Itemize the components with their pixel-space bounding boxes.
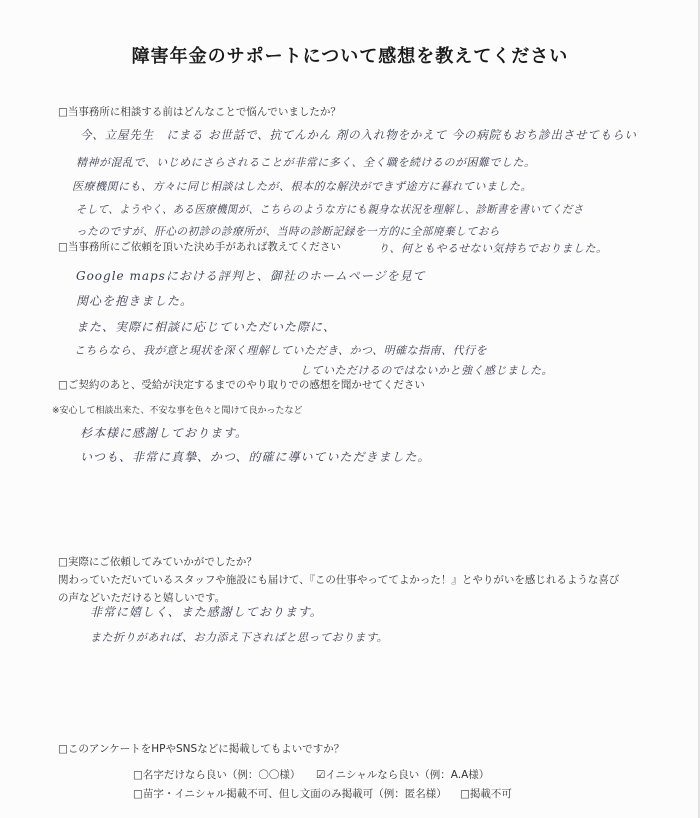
answer-3-line-2: いつも、非常に真摯、かつ、的確に導いていただきました。	[80, 450, 431, 464]
page-title: 障害年金のサポートについて感想を教えてください	[131, 46, 569, 67]
answer-2-line-4: また、実際に相談に応じていただいた際に、	[76, 320, 337, 334]
answer-2-line-6: していただけるのではないかと強く感じました。	[300, 364, 553, 377]
option-no-publication[interactable]: □掲載不可	[460, 788, 512, 800]
question-4: □実際にご依頼してみていかがでしたか？	[58, 556, 257, 568]
answer-1-line-5: ったのですが、肝心の初診の診療所が、当時の診断記録を一方的に全部廃棄しておら	[76, 225, 500, 238]
answer-1-line-2: 精神が混乱で、いじめにさらされることが非常に多く、全く職を続けるのが困難でした。	[76, 156, 536, 169]
answer-1-line-3: 医療機関にも、方々に同じ相談はしたが、根本的な解決ができず途方に暮れていました。	[72, 180, 532, 193]
option-surname-only[interactable]: □名字だけなら良い（例：〇〇様）	[133, 769, 301, 781]
question-5: □このアンケートをHPやSNSなどに掲載してもよいですか？	[58, 743, 345, 755]
answer-4-line-2: また折りがあれば、お力添え下さればと思っております。	[90, 631, 389, 644]
answer-2-line-2: Google mapsにおける評判と、御社のホームページを見て	[76, 269, 426, 283]
option-initials-only-checked[interactable]: ☑イニシャルなら良い（例：A.A様）	[316, 769, 490, 781]
question-3: □ご契約のあと、受給が決定するまでのやり取りでの感想を聞かせてください	[58, 379, 425, 391]
question-4-line-2: 関わっていただいているスタッフや施設にも届けて、『この仕事やっててよかった！』とやりがいを感じれるような喜び	[58, 574, 620, 586]
question-2: □当事務所にご依頼を頂いた決め手があれば教えてください	[58, 241, 341, 253]
answer-4-line-1: 非常に嬉しく、また感謝しております。	[90, 605, 323, 619]
answer-2-line-1: り、何ともやるせない気持ちでおりました。	[378, 242, 608, 255]
answer-2-line-5: こちらなら、我が意と現状を深く理解していただき、かつ、明確な指南、代行を	[74, 344, 488, 357]
question-4-line-3: の声などいただけると嬉しいです。	[58, 592, 226, 604]
question-1: □当事務所に相談する前はどんなことで悩んでいましたか？	[58, 106, 341, 118]
answer-1-line-1: 今、立屋先生 にまる お世話で、抗てんかん 剤の入れ物をかえて 今の病院もおち診出させてもらい	[80, 128, 637, 142]
question-3-note: ※安心して相談出来た、不安な事を色々と聞けて良かったなど	[52, 406, 303, 416]
answer-2-line-3: 関心を抱きました。	[76, 294, 194, 308]
option-anonymous-text-only[interactable]: □苗字・イニシャル掲載不可、但し文面のみ掲載可（例：匿名様）	[133, 788, 447, 800]
answer-3-line-1: 杉本様に感謝しております。	[80, 426, 249, 440]
answer-1-line-4: そして、ようやく、ある医療機関が、こちらのような方にも親身な状況を理解し、診断書を書いてくださ	[76, 203, 584, 216]
